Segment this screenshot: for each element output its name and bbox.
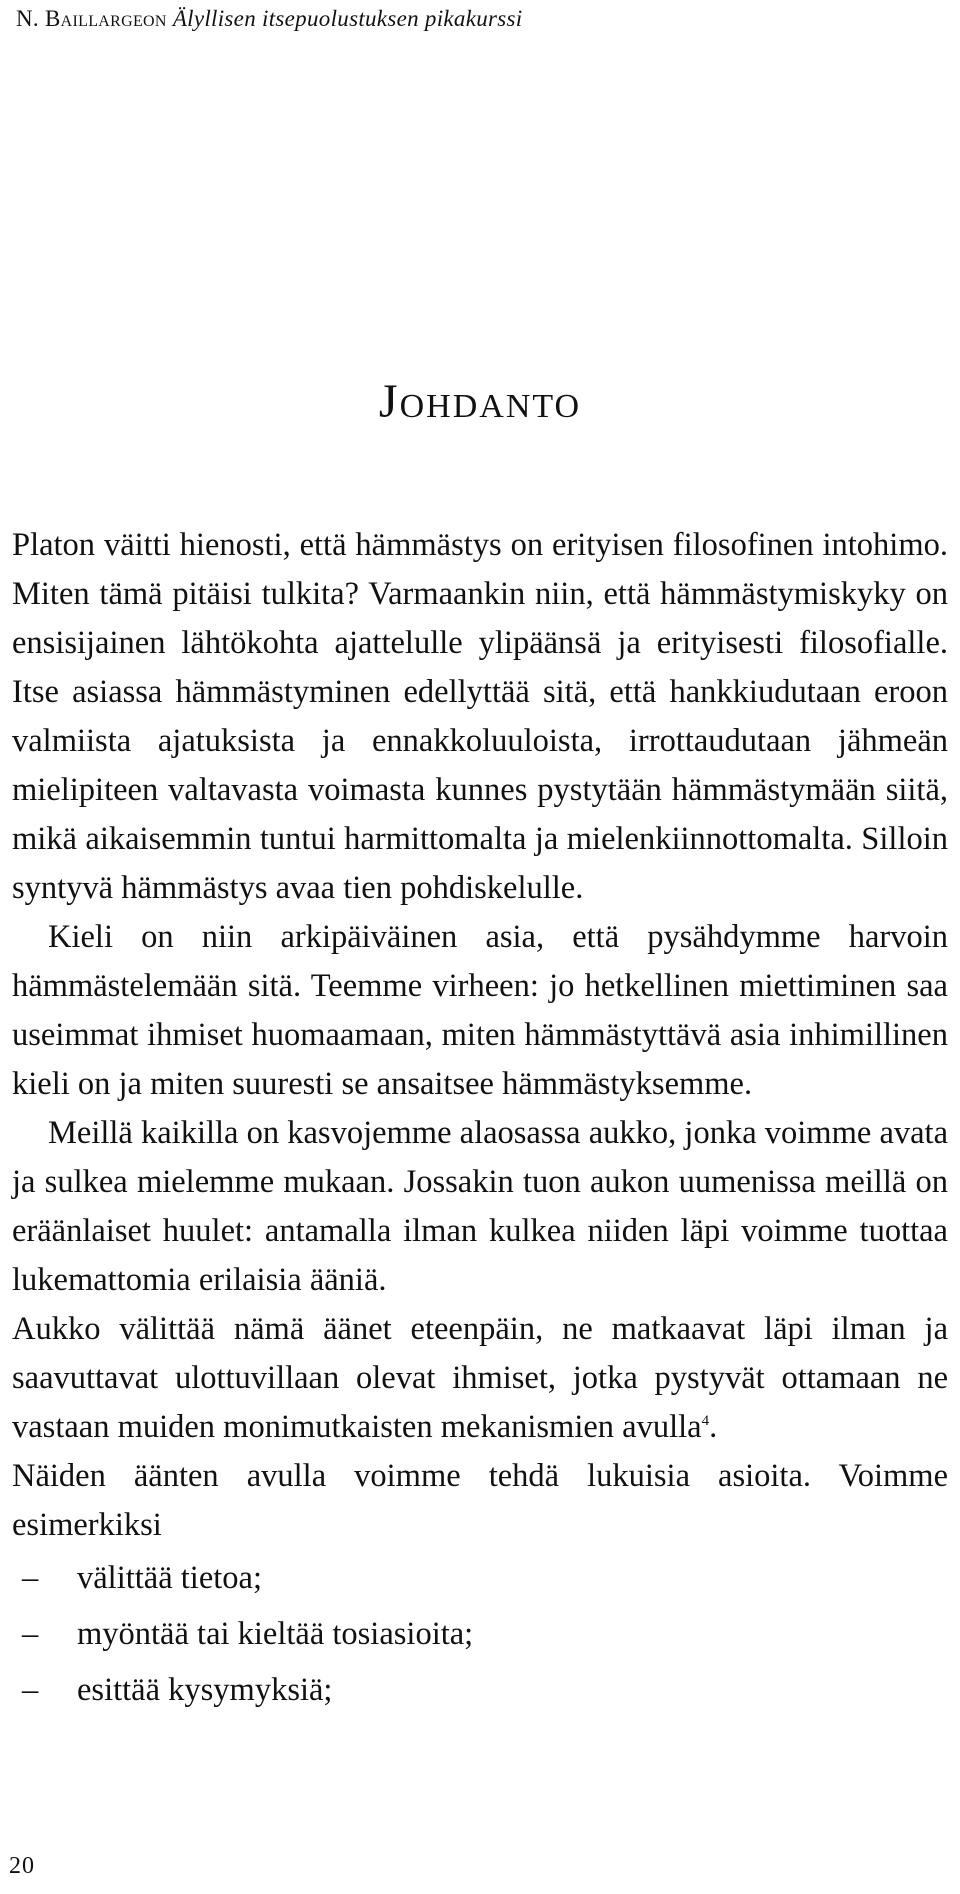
paragraph-5: Näiden äänten avulla voimme tehdä lukuisia asioita. Voimme esimerkiksi: [12, 1458, 948, 1543]
list-item: [12, 1606, 948, 1662]
list-item: [12, 1550, 948, 1606]
paragraph-3: Meillä kaikilla on kasvojemme alaosassa aukko, jonka voimme avata ja sulkea mielemme mukaan. Jossakin tuon aukon uumenissa meillä on eräänlaiset huulet: antamalla ilman kulkea niiden läpi voimme tuottaa lukemattomia erilaisia ääniä.: [12, 1115, 948, 1298]
body-text: [12, 521, 948, 1718]
dash-list: [12, 1550, 948, 1718]
list-item: [12, 1662, 948, 1718]
paragraph-2: Kieli on niin arkipäiväinen asia, että pysähdymme harvoin hämmästelemään sitä. Teemme virheen: jo hetkellinen miettiminen saa useimmat ihmiset huomaamaan, miten hämmästyttävä asia inhimillinen kieli on ja miten suuresti se ansaitsee hämmästyksemme.: [12, 919, 948, 1102]
list-item-text: välittää tietoa;: [77, 1560, 262, 1596]
list-item-text: esittää kysymyksiä;: [77, 1672, 333, 1708]
paragraph-4-end: .: [709, 1409, 718, 1445]
dash-marker: –: [22, 1560, 39, 1596]
chapter-title: Johdanto: [378, 375, 582, 428]
list-item-text: myöntää tai kieltää tosiasioita;: [77, 1616, 474, 1652]
header-author: N. Baillargeon: [16, 6, 167, 31]
footnote-reference[interactable]: 4: [701, 1413, 710, 1430]
page-number: 20: [9, 1853, 35, 1879]
dash-marker: –: [22, 1672, 39, 1708]
running-header: [16, 6, 522, 32]
paragraph-4: [12, 1305, 948, 1452]
dash-marker: –: [22, 1616, 39, 1652]
paragraph-4-text: Aukko välittää nämä äänet eteenpäin, ne matkaavat läpi ilman ja saavuttavat ulottuvillaan olevat ihmiset, jotka pystyvät ottamaan ne vastaan muiden monimutkaisten mekanismien avulla: [12, 1311, 948, 1445]
header-book-title: Älyllisen itsepuolustuksen pikakurssi: [172, 6, 523, 31]
paragraph-1: Platon väitti hienosti, että hämmästys on erityisen filosofinen intohimo. Miten tämä pitäisi tulkita? Varmaankin niin, että hämmästymiskyky on ensisijainen lähtökohta ajattelulle ylipäänsä ja erityisesti filosofialle. Itse asiassa hämmästyminen edellyttää sitä, että hankkiudutaan eroon valmiista ajatuksista ja ennakkoluuloista, irrottaudutaan jähmeän mielipiteen valtavasta voimasta kunnes pystytään hämmästymään siitä, mikä aikaisemmin tuntui harmittomalta ja mielenkiinnottomalta. Silloin syntyvä hämmästys avaa tien pohdiskelulle.: [12, 527, 948, 906]
